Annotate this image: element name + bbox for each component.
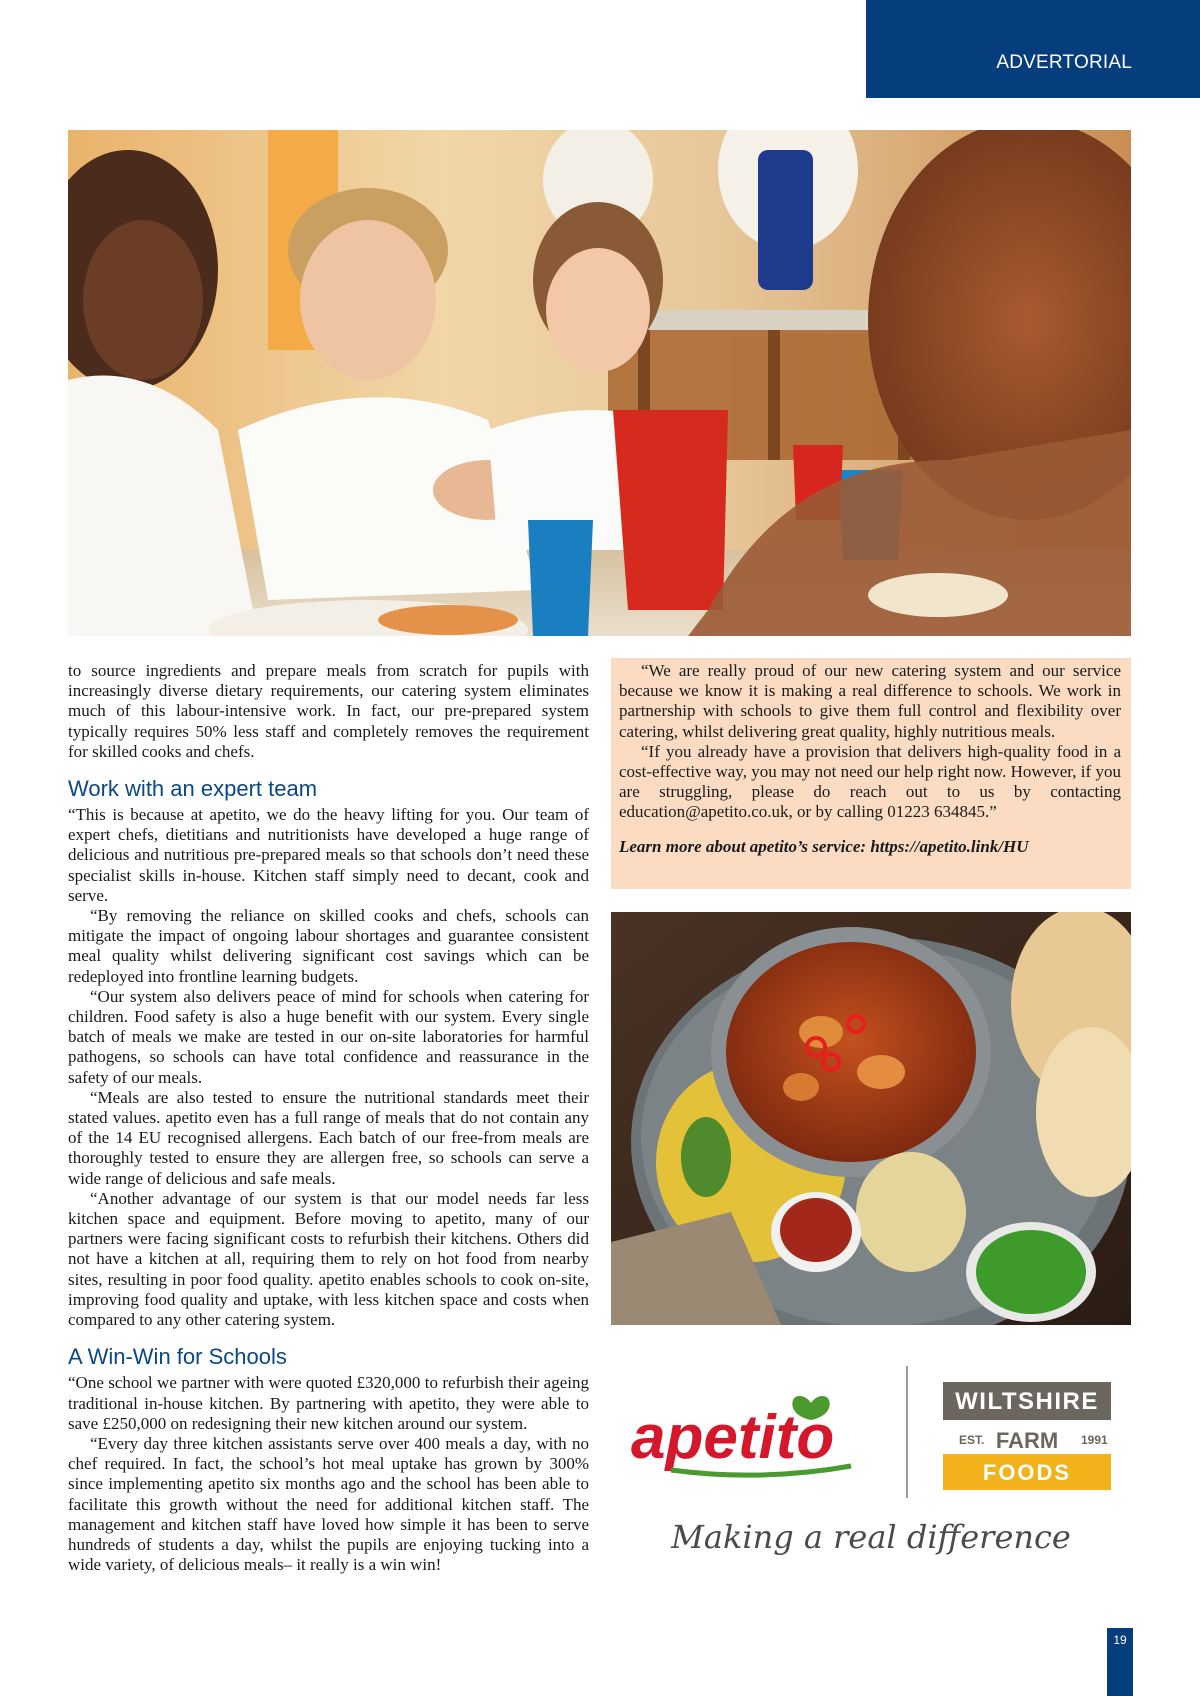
- intro-paragraph: to source ingredients and prepare meals from scratch for pupils with increasingly diverse dietary requirements, our catering system eliminates much of this labour-intensive work. In fact, our pre-prepared system typically requires 50% less staff and completely removes the requirement for skilled cooks and chefs.: [68, 661, 589, 761]
- quote-box-text: [611, 658, 1131, 857]
- body-paragraph: “Meals are also tested to ensure the nutritional standards meet their stated values. apetito even has a full range of meals that do not contain any of the 14 EU recognised allergens. Each batch of our free-from meals are thoroughly tested to ensure they are allergen free, so schools can serve a wide range of delicious and safe meals.: [68, 1087, 589, 1188]
- apetito-wordmark: apetito: [631, 1403, 835, 1472]
- left-text-column: [68, 661, 589, 1575]
- learn-more-link[interactable]: Learn more about apetito’s service: https://apetito.link/HU: [619, 836, 1029, 856]
- heading-win-win-for-schools: A Win-Win for Schools: [68, 1344, 287, 1370]
- section-label: ADVERTORIAL: [996, 52, 1132, 73]
- tagline: Making a real difference: [671, 1518, 1071, 1556]
- wiltshire-farm: FARM: [995, 1428, 1059, 1453]
- quote-paragraph: “We are really proud of our new catering system and our service because we know it is making a real difference to schools. We work in partnership with schools to give them full control and flexibility over catering, whilst delivering great quality, highly nutritious meals.: [619, 661, 1121, 741]
- body-paragraph: “Every day three kitchen assistants serve over 400 meals a day, with no chef required. In fact, the school’s hot meal uptake has grown by 300% since implementing apetito six months ago and the school has been able to facilitate this growth without the need for additional kitchen staff. The management and kitchen staff have loved how simple it has been to serve hundreds of students a day, whilst the pupils are enjoying tucking into a wide variety, of delicious meals– it really is a win win!: [68, 1433, 589, 1575]
- wiltshire-foods: FOODS: [982, 1460, 1072, 1485]
- hero-photo-illustration: [68, 130, 1131, 636]
- body-paragraph: “Our system also delivers peace of mind for schools when catering for children. Food safety is also a huge benefit with our system. Every single batch of meals we make are tested in our on-site laboratories for harmful pathogens, so schools can have total confidence and reassurance in the safety of our meals.: [68, 986, 589, 1087]
- quote-box: [611, 658, 1131, 889]
- body-paragraph: “This is because at apetito, we do the heavy lifting for you. Our team of expert chefs, dietitians and nutritionists have developed a huge range of delicious and nutritious pre-prepared meals so that schools don’t need these specialist skills in-house. Kitchen staff simply need to decant, cook and serve.: [68, 805, 589, 905]
- body-paragraph: “Another advantage of our system is that our model needs far less kitchen space and equipment. Before moving to apetito, many of our partners were facing significant costs to refurbish their kitchens. Others did not have a kitchen at all, requiring them to rely on hot food from nearby sites, resulting in poor food quality. apetito enables schools to cook on-site, improving food quality and uptake, with less kitchen space and costs when compared to any other catering system.: [68, 1188, 589, 1330]
- hero-photo-children-lunch: [68, 130, 1131, 636]
- food-photo-curry: [611, 912, 1131, 1325]
- advertorial-tab: [866, 0, 1200, 98]
- body-paragraph: “By removing the reliance on skilled cooks and chefs, schools can mitigate the impact of ongoing labour shortages and guarantee consistent meal quality whilst delivering significant cost savings which can be redeployed into frontline learning budgets.: [68, 906, 589, 986]
- wiltshire-year: 1991: [1081, 1433, 1108, 1447]
- quote-paragraph: “If you already have a provision that delivers high-quality food in a cost-effective way, you may not need our help right now. However, if you are struggling, please do reach out to us by contacting education@apetito.co.uk, or by calling 01223 634845.”: [619, 741, 1121, 822]
- brand-logos: [611, 1358, 1131, 1578]
- wiltshire-name: WILTSHIRE: [955, 1388, 1099, 1415]
- heading-work-with-expert-team: Work with an expert team: [68, 776, 318, 802]
- wiltshire-est: EST.: [959, 1433, 985, 1447]
- logos-artwork: [611, 1358, 1131, 1578]
- page-number: 19: [1113, 1633, 1127, 1647]
- body-paragraph: “One school we partner with were quoted £320,000 to refurbish their ageing traditional in-house kitchen. By partnering with apetito, they were able to save £250,000 on redesigning their new kitchen around our system.: [68, 1373, 589, 1433]
- food-photo-illustration: [611, 912, 1131, 1325]
- page-number-tab: [1107, 1628, 1133, 1696]
